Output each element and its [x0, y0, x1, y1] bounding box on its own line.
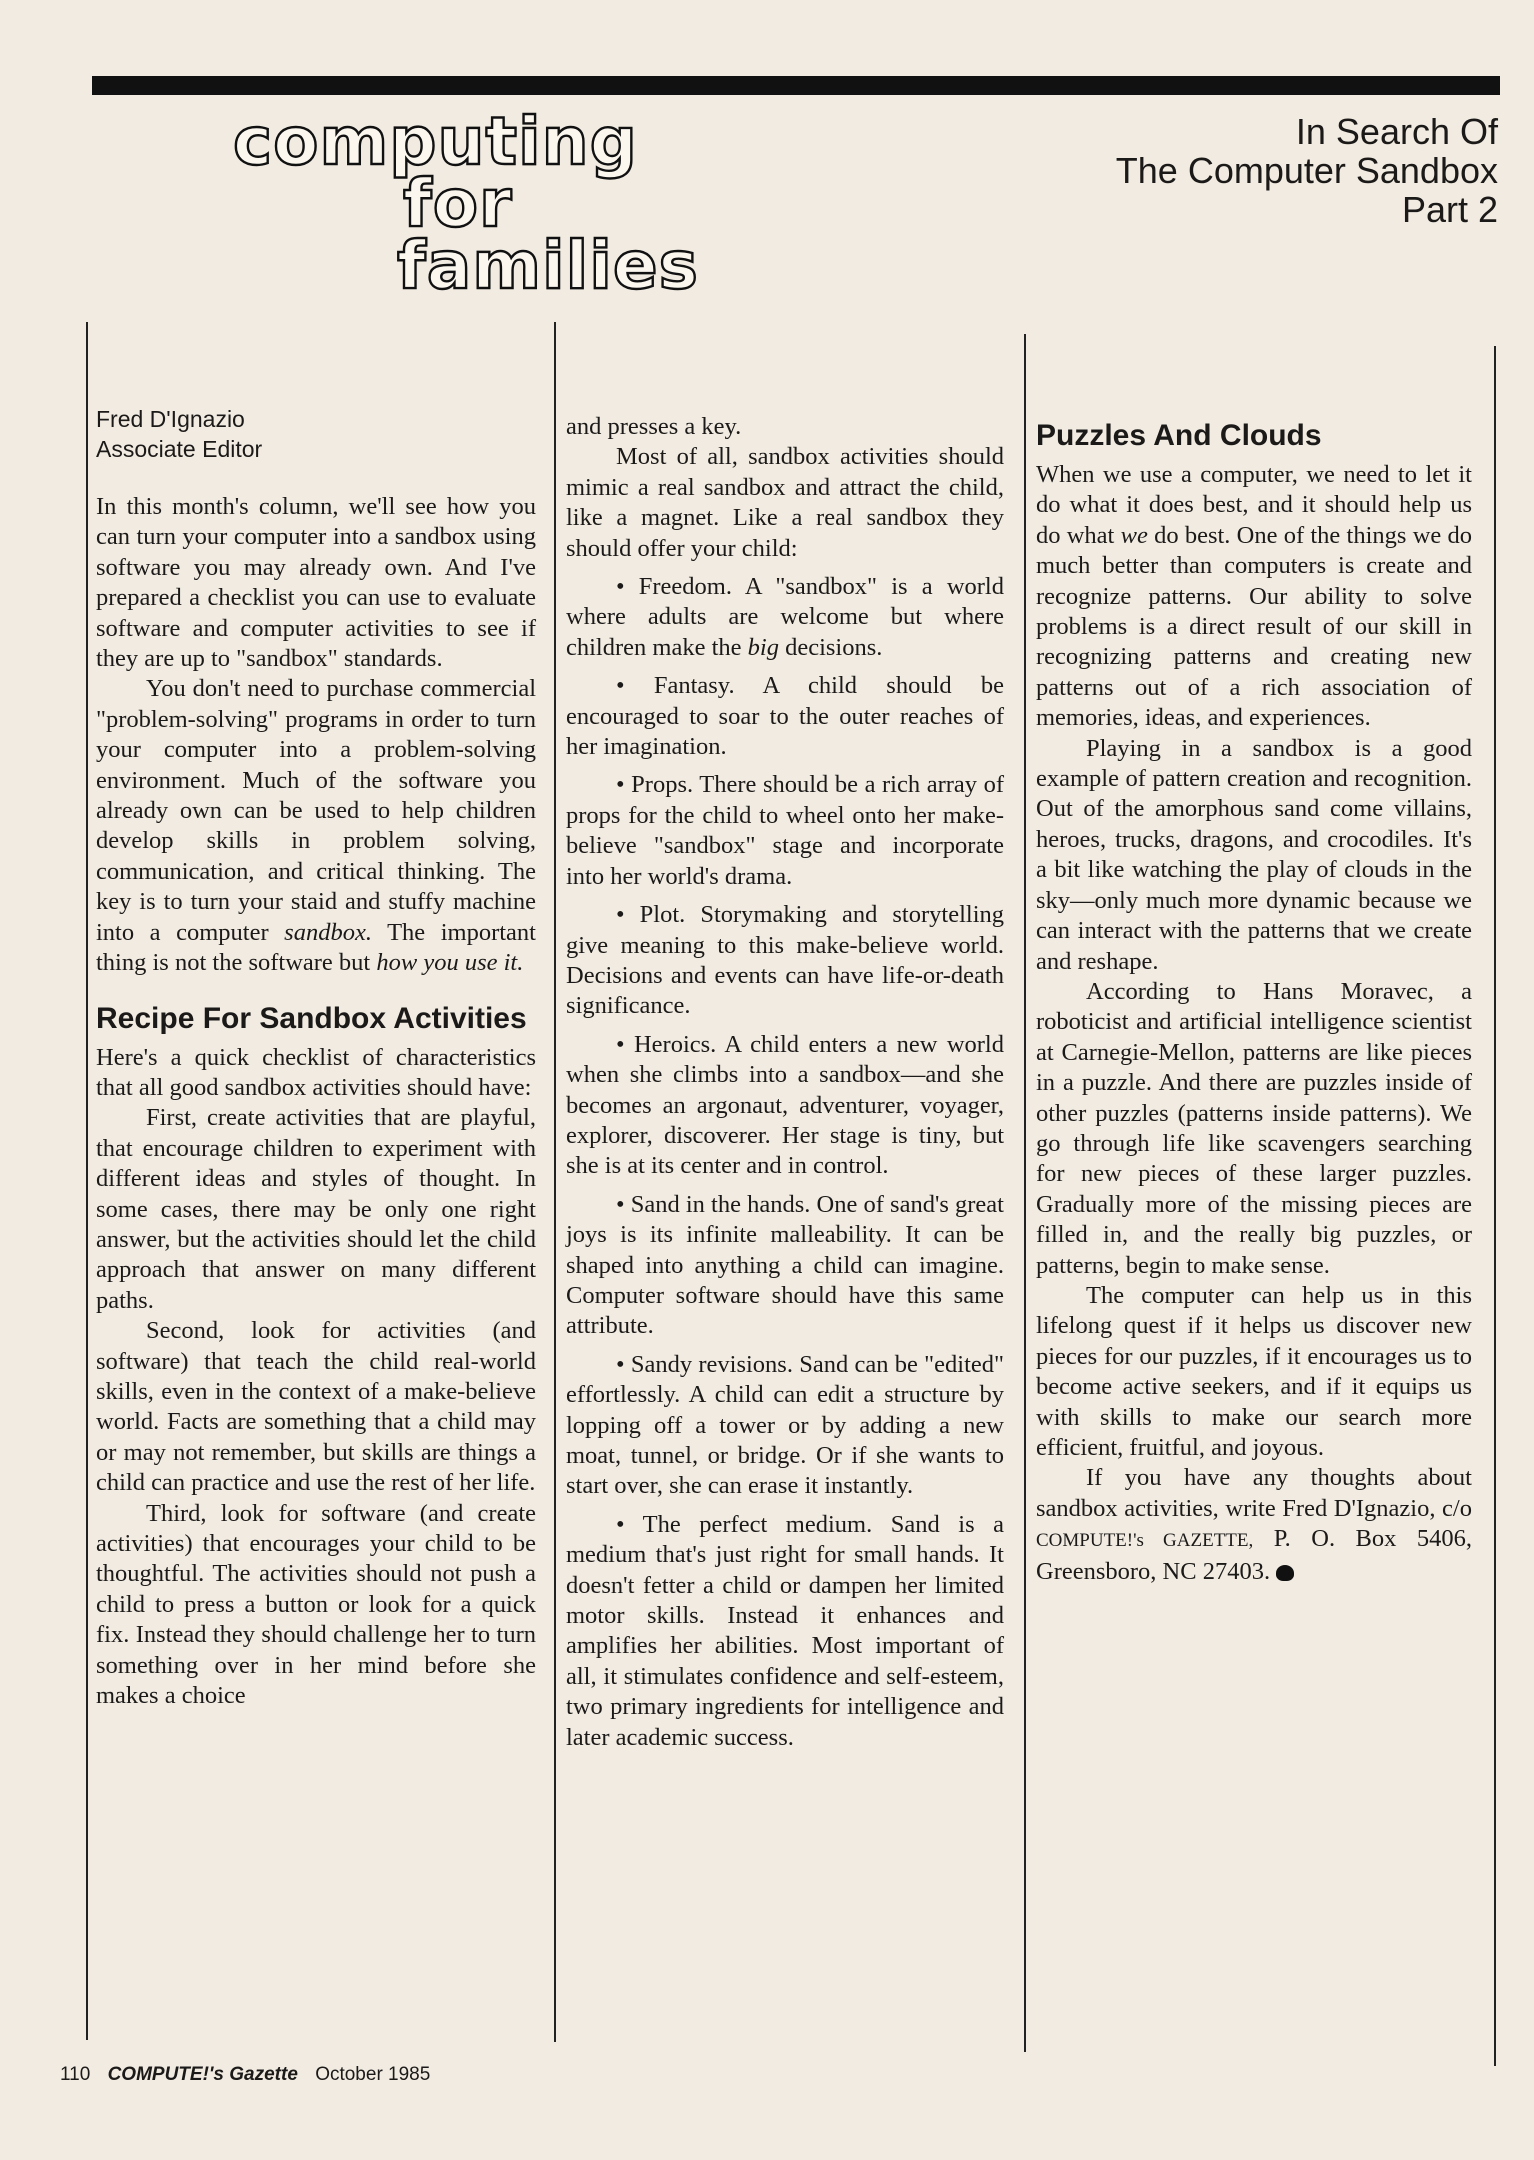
bullet-item: • Props. There should be a rich array of props for the child to wheel onto her make-believe "sandbox" stage and incorporate into her world's drama.: [566, 771, 1004, 890]
bullet-item: • The perfect medium. Sand is a medium that's just right for small hands. It doesn't fetter a child or dampen her limited motor skills. Instead it enhances and amplifies her abilities. Most important of all, it stimulates confidence and self-esteem, two primary ingredients for intelligence and later academic success.: [566, 1510, 1004, 1751]
paragraph: Here's a quick checklist of characteristics that all good sandbox activities should have:: [96, 1043, 536, 1101]
end-of-article-icon: [1276, 1565, 1294, 1581]
bullet-item: • Sandy revisions. Sand can be "edited" effortlessly. A child can edit a structure by lopping off a tower or by adding a new moat, tunnel, or bridge. Or if she wants to start over, she can erase it instantly.: [566, 1350, 1004, 1500]
paragraph: First, create activities that are playful, that encourage children to experiment with different ideas and styles of thought. In some cases, there may be only one right answer, but the activities should let the child approach that answer on many different paths.: [96, 1104, 536, 1314]
headline-line-2: The Computer Sandbox: [1115, 150, 1498, 191]
paragraph: Second, look for activities (and software) that teach the child real-world skills, even in the context of a make-believe world. Facts are something that a child may or may not remember, but skills are things a child can practice and use the rest of her life.: [96, 1317, 536, 1497]
paragraph: When we use a computer, we need to let it do what it does best, and it should help us do what we do best. One of the things we do much better than computers is create and recognize patterns. Our ability to solve problems is a direct result of our skill in recognizing patterns and creating new patterns out of a rich association of memories, ideas, and experiences.: [1036, 461, 1473, 732]
column-logo: [225, 88, 725, 318]
column-rule-left: [86, 322, 88, 2040]
column-rule-1: [554, 322, 556, 2042]
bullet-item: • Fantasy. A child should be encouraged to soar to the outer reaches of her imagination.: [566, 672, 1004, 761]
headline-line-1: In Search Of: [1295, 111, 1498, 152]
intro-paragraph: In this month's column, we'll see how you can turn your computer into a sandbox using software you may already own. And I've prepared a checklist you can use to evaluate software and computer activities to see if they are up to "sandbox" standards.: [96, 493, 536, 673]
paragraph: and presses a key.: [566, 413, 742, 440]
page-footer: [60, 2064, 442, 2086]
byline: [96, 404, 536, 464]
page-number: 110: [60, 2064, 91, 2085]
paragraph: According to Hans Moravec, a roboticist and artificial intelligence scientist at Carnegie-Mellon, patterns are like pieces in a puzzle. And there are puzzles inside of other puzzles (patterns inside patterns). We go through life like scavengers searching for new pieces of these larger puzzles. Gradually more of the missing pieces are filled in, and the really big puzzles, or patterns, begin to make sense.: [1036, 977, 1472, 1279]
bullet-item: • Freedom. A "sandbox" is a world where adults are welcome but where children make the big decisions.: [566, 573, 1004, 661]
paragraph: Most of all, sandbox activities should mimic a real sandbox and attract the child, like a magnet. Like a real sandbox they should offer your child:: [566, 443, 1004, 562]
logo-word-for: for: [403, 165, 513, 242]
paragraph: Playing in a sandbox is a good example of pattern creation and recognition. Out of the amorphous sand come villains, heroes, trucks, dragons, and crocodiles. It's a bit like watching the play of clouds in the sky—only much more dynamic because we can interact with the patterns that we create and reshape.: [1036, 734, 1472, 975]
column-2: [566, 412, 1004, 1753]
column-rule-right: [1494, 346, 1496, 2066]
author-name: Fred D'Ignazio: [96, 406, 245, 432]
column-1: [96, 404, 536, 1711]
issue-date: October 1985: [315, 2064, 431, 2085]
subhead-puzzles: Puzzles And Clouds: [1036, 419, 1322, 452]
column-rule-2: [1024, 334, 1026, 2052]
bullet-item: • Sand in the hands. One of sand's great joys is its infinite malleability. It can be shaped into anything a child can imagine. Computer software should have this same attribute.: [566, 1190, 1004, 1340]
paragraph: You don't need to purchase commercial "problem-solving" programs in order to turn your computer into a problem-solving environment. Much of the software you already own can be used to help children develop skills in problem solving, communication, and critical thinking. The key is to turn your staid and stuffy machine into a computer sandbox. The important thing is not the software but how you use it.: [96, 675, 536, 977]
headline-line-3: Part 2: [1401, 189, 1498, 230]
paragraph: If you have any thoughts about sandbox activities, write Fred D'Ignazio, c/o COMPUTE!'s GAZETTE, P. O. Box 5406, Greensboro, NC 27403.: [1036, 1464, 1472, 1585]
bullet-item: • Heroics. A child enters a new world when she climbs into a sandbox—and she becomes an argonaut, adventurer, voyager, explorer, discoverer. Her stage is tiny, but she is at its center and in control.: [566, 1030, 1004, 1180]
paragraph: Third, look for software (and create activities) that encourages your child to be thoughtful. The activities should not push a child to press a button or look for a quick fix. Instead they should challenge her to turn something over in her mind before she makes a choice: [96, 1499, 536, 1710]
magazine-name: COMPUTE!'s Gazette: [107, 2064, 298, 2085]
logo-word-families: families: [397, 227, 699, 304]
logo-word-computing: computing: [233, 103, 638, 180]
subhead-recipe: Recipe For Sandbox Activities: [96, 1001, 527, 1035]
paragraph: The computer can help us in this lifelong quest if it helps us discover new pieces for our puzzles, if it encourages us to become active seekers, and if it equips us with skills to make our search more efficient, fruitful, and joyous.: [1036, 1281, 1472, 1461]
article-headline: [1116, 112, 1498, 229]
author-role: Associate Editor: [96, 436, 263, 462]
column-3: [1036, 418, 1472, 1587]
bullet-item: • Plot. Storymaking and storytelling give meaning to this make-believe world. Decisions and events can have life-or-death significance.: [566, 901, 1004, 1020]
